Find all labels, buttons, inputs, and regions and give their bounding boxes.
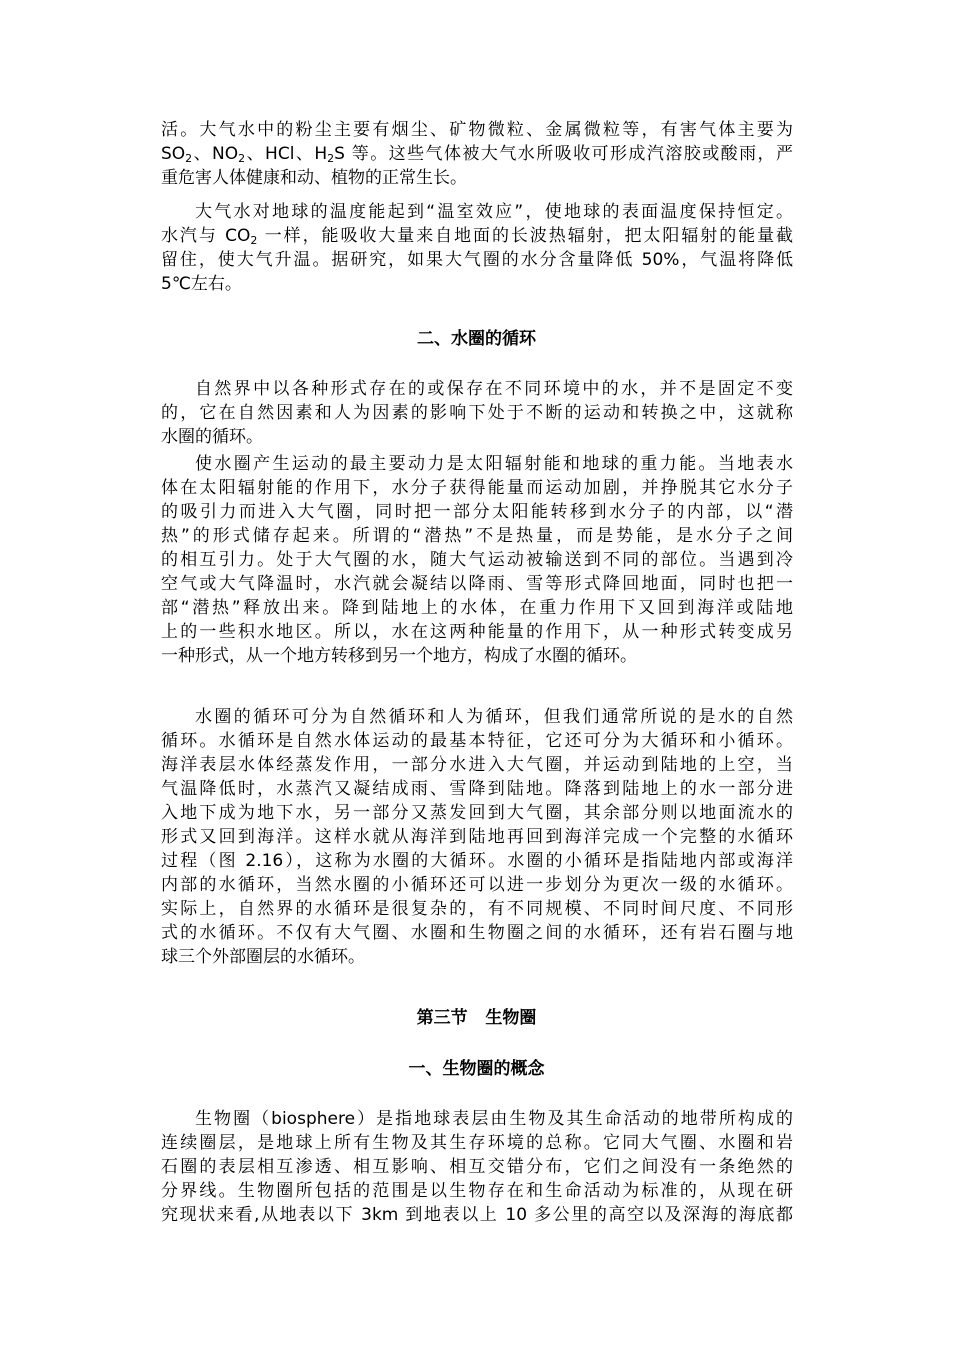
text-line: 生物圈（biosphere）是指地球表层由生物及其生命活动的地带所构成的 [195, 1109, 793, 1129]
text-line: $SO_2$、$NO_2$、HCl、$H_2S$ 等。这些气体被大气水所吸收可形成汽溶胶或酸雨，严 [161, 144, 793, 165]
text-line: 空气或大气降温时，水汽就会凝结以降雨、雪等形式降回地面，同时也把一 [161, 574, 793, 594]
paragraph-cycle-types [161, 705, 793, 969]
paragraph-biosphere [161, 1107, 793, 1227]
text-line: 过程（图 2.16），这称为水圈的大循环。水圈的小循环是指陆地内部或海洋 [161, 851, 793, 871]
subsection-heading: 一、生物圈的概念 [408, 1059, 545, 1079]
text-line: 自然界中以各种形式存在的或保存在不同环境中的水，并不是固定不变 [195, 379, 793, 399]
text-line: 水汽与 $CO_2$ 一样，能吸收大量来自地面的长波热辐射，把太阳辐射的能量截 [161, 226, 794, 247]
text-line: 的，它在自然因素和人为因素的影响下处于不断的运动和转换之中，这就称 [161, 403, 793, 423]
text-line: 水圈的循环。 [161, 427, 263, 447]
text-line: 的相互引力。处于大气圈的水，随大气运动被输送到不同的部位。当遇到冷 [161, 550, 793, 570]
text-line: 大气水对地球的温度能起到“温室效应”，使地球的表面温度保持恒定。 [195, 202, 793, 222]
text-line: 形式又回到海洋。这样水就从海洋到陆地再回到海洋完成一个完整的水循环 [161, 827, 793, 847]
text-line: 气温降低时，水蒸汽又凝结成雨、雪降到陆地。降落到陆地上的水一部分进 [161, 779, 793, 799]
text-line: 使水圈产生运动的最主要动力是太阳辐射能和地球的重力能。当地表水 [195, 454, 793, 474]
text-line: 究现状来看,从地表以下 3km 到地表以上 10 多公里的高空以及深海的海底都 [161, 1205, 793, 1225]
text-line: 体在太阳辐射能的作用下，水分子获得能量而运动加剧，并挣脱其它水分子 [161, 478, 793, 498]
text-line: 入地下成为地下水，另一部分又蒸发回到大气圈，其余部分则以地面流水的 [161, 803, 793, 823]
paragraph-pollutants [161, 118, 793, 190]
paragraph-greenhouse [161, 200, 793, 296]
text-line: 上的一些积水地区。所以，水在这两种能量的作用下，从一种形式转变成另 [161, 622, 793, 642]
text-line: 式的水循环。不仅有大气圈、水圈和生物圈之间的水循环，还有岩石圈与地 [161, 923, 793, 943]
text-line: 分界线。生物圈所包括的范围是以生物存在和生命活动为标准的，从现在研 [161, 1181, 793, 1201]
text-line: 循环。水循环是自然水体运动的最基本特征，它还可分为大循环和小循环。 [161, 731, 793, 751]
text-line: 一种形式，从一个地方转移到另一个地方，构成了水圈的循环。 [161, 646, 637, 666]
text-line: 石圈的表层相互渗透、相互影响、相互交错分布，它们之间没有一条绝然的 [161, 1157, 793, 1177]
text-line: 活。大气水中的粉尘主要有烟尘、矿物微粒、金属微粒等，有害气体主要为 [161, 120, 793, 140]
text-line: 热”的形式储存起来。所谓的“潜热”不是热量，而是势能，是水分子之间 [161, 526, 793, 546]
text-line: 连续圈层，是地球上所有生物及其生存环境的总称。它同大气圈、水圈和岩 [161, 1133, 793, 1153]
text-line: 5℃左右。 [161, 274, 242, 294]
text-line: 海洋表层水体经蒸发作用，一部分水进入大气圈，并运动到陆地的上空，当 [161, 755, 793, 775]
text-line: 留住，使大气升温。据研究，如果大气圈的水分含量降低 50%，气温将降低 [161, 250, 793, 270]
text-line: 球三个外部圈层的水循环。 [161, 947, 365, 967]
text-line: 的吸引力而进入大气圈，同时把一部分太阳能转移到水分子的内部，以“潜 [161, 502, 793, 522]
text-line: 内部的水循环，当然水圈的小循环还可以进一步划分为更次一级的水循环。 [161, 875, 793, 895]
section-heading: 二、水圈的循环 [417, 329, 536, 349]
text-line: 部“潜热”释放出来。降到陆地上的水体，在重力作用下又回到海洋或陆地 [161, 598, 793, 618]
text-line: 重危害人体健康和动、植物的正常生长。 [161, 168, 467, 188]
paragraph-driving-force [161, 452, 793, 668]
text-line: 水圈的循环可分为自然循环和人为循环，但我们通常所说的是水的自然 [195, 707, 793, 727]
chapter-section-heading: 第三节 生物圈 [416, 1008, 537, 1028]
paragraph-definition [161, 377, 793, 449]
text-line: 实际上，自然界的水循环是很复杂的，有不同规模、不同时间尺度、不同形 [161, 899, 793, 919]
